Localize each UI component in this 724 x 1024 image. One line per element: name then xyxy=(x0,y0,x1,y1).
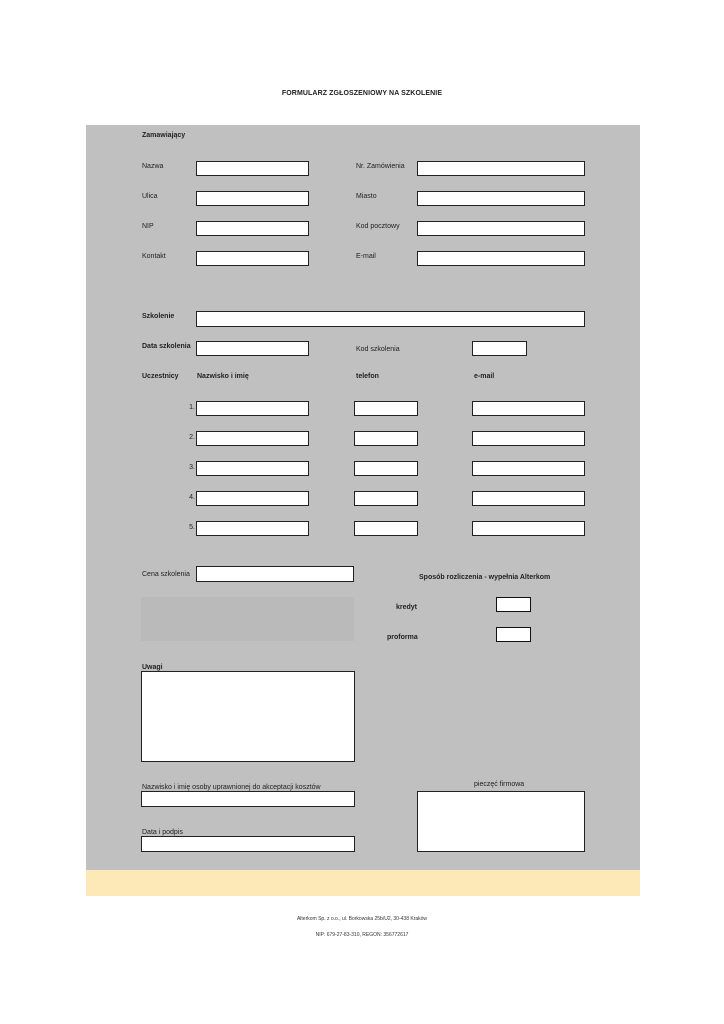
footer-ids: NIP: 679-27-83-310, REGON: 356772617 xyxy=(315,932,409,938)
participant-email-field[interactable] xyxy=(472,431,585,446)
participant-row-number: 1. xyxy=(189,404,195,411)
participant-phone-field[interactable] xyxy=(354,431,418,446)
orderer-heading: Zamawiający xyxy=(142,132,186,139)
postal-code-field[interactable] xyxy=(417,221,585,236)
participant-name-field[interactable] xyxy=(196,461,309,476)
training-code-field[interactable] xyxy=(472,341,527,356)
settlement-heading: Sposób rozliczenia - wypełnia Alterkom xyxy=(419,574,551,581)
proforma-checkbox[interactable] xyxy=(496,627,531,642)
company-stamp-box[interactable] xyxy=(417,791,585,852)
contact-field[interactable] xyxy=(196,251,309,266)
price-field[interactable] xyxy=(196,566,354,582)
participant-name-field[interactable] xyxy=(196,491,309,506)
email-field[interactable] xyxy=(417,251,585,266)
participant-name-field[interactable] xyxy=(196,401,309,416)
participant-phone-field[interactable] xyxy=(354,521,418,536)
participant-phone-header: telefon xyxy=(356,373,379,380)
notes-textarea[interactable] xyxy=(141,671,355,762)
participant-name-field[interactable] xyxy=(196,521,309,536)
participant-email-header: e-mail xyxy=(474,373,495,380)
training-date-label: Data szkolenia xyxy=(142,343,191,350)
participant-row-number: 4. xyxy=(189,494,195,501)
nip-label: NIP xyxy=(142,223,154,230)
training-heading: Szkolenie xyxy=(142,313,175,320)
nip-field[interactable] xyxy=(196,221,309,236)
participant-email-field[interactable] xyxy=(472,401,585,416)
participant-phone-field[interactable] xyxy=(354,401,418,416)
approver-label: Nazwisko i imię osoby uprawnionej do akceptacji kosztów xyxy=(142,784,321,791)
date-signature-label: Data i podpis xyxy=(142,829,183,836)
name-label: Nazwa xyxy=(142,163,164,170)
training-code-label: Kod szkolenia xyxy=(356,346,400,353)
notes-label: Uwagi xyxy=(142,664,163,671)
order-number-label: Nr. Zamówienia xyxy=(356,163,405,170)
street-label: Ulica xyxy=(142,193,158,200)
price-label: Cena szkolenia xyxy=(142,571,190,578)
participant-email-field[interactable] xyxy=(472,461,585,476)
name-field[interactable] xyxy=(196,161,309,176)
credit-checkbox[interactable] xyxy=(496,597,531,612)
footer-address: Alterkom Sp. z o.o., ul. Borkowska 25b/U2, 30-438 Kraków xyxy=(296,916,428,922)
company-stamp-label: pieczęć firmowa xyxy=(474,781,525,788)
participant-email-field[interactable] xyxy=(472,491,585,506)
street-field[interactable] xyxy=(196,191,309,206)
participant-phone-field[interactable] xyxy=(354,461,418,476)
postal-code-label: Kod pocztowy xyxy=(356,223,400,230)
participant-phone-field[interactable] xyxy=(354,491,418,506)
contact-label: Kontakt xyxy=(142,253,166,260)
approver-field[interactable] xyxy=(141,791,355,807)
participant-row-number: 3. xyxy=(189,464,195,471)
date-signature-field[interactable] xyxy=(141,836,355,852)
credit-label: kredyt xyxy=(396,604,418,611)
participants-heading: Uczestnicy xyxy=(142,373,179,380)
participant-email-field[interactable] xyxy=(472,521,585,536)
form-title: FORMULARZ ZGŁOSZENIOWY NA SZKOLENIE xyxy=(281,90,443,97)
participant-row-number: 2. xyxy=(189,434,195,441)
participant-name-field[interactable] xyxy=(196,431,309,446)
training-date-field[interactable] xyxy=(196,341,309,356)
proforma-label: proforma xyxy=(387,634,418,641)
participant-name-header: Nazwisko i imię xyxy=(197,373,249,380)
training-field[interactable] xyxy=(196,311,585,327)
order-number-field[interactable] xyxy=(417,161,585,176)
email-label: E-mail xyxy=(356,253,376,260)
bottom-band xyxy=(86,870,640,896)
shaded-area xyxy=(141,597,354,641)
city-label: Miasto xyxy=(356,193,377,200)
participant-row-number: 5. xyxy=(189,524,195,531)
city-field[interactable] xyxy=(417,191,585,206)
